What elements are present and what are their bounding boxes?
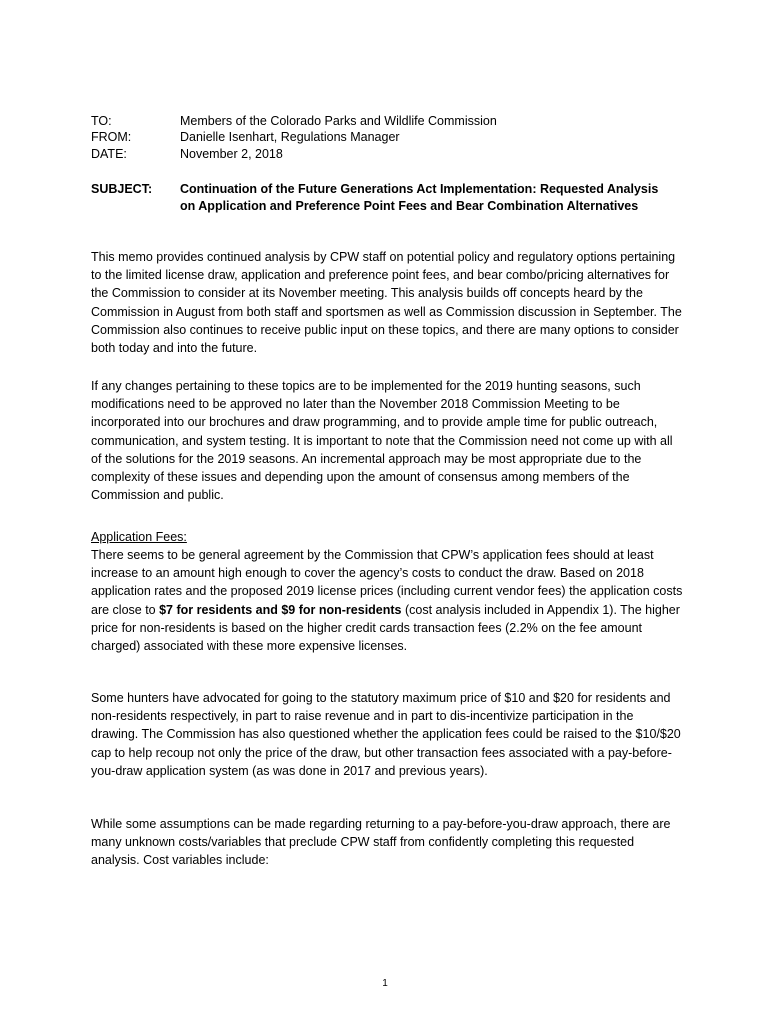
subject-label: SUBJECT:: [91, 182, 153, 196]
cost-variables-paragraph: While some assumptions can be made regarding returning to a pay-before-you-draw approach, there are many unknown costs/variables that preclude CPW staff from confidently completing this requested analysis. Cost variables include:: [91, 817, 671, 868]
date-value: November 2, 2018: [180, 147, 283, 161]
application-fees-text-after: (cost analysis included in Appendix 1). The higher price for non-residents is based on the higher credit cards transaction fees (2.2% on the fee amount charged) associated with these more expensive licenses.: [91, 602, 680, 654]
application-fees-price-highlight: $7 for residents and $9 for non-residents: [159, 602, 402, 617]
intro-paragraph: This memo provides continued analysis by CPW staff on potential policy and regulatory options pertaining to the limited license draw, application and preference point fees, and bear combo/pricing alternatives for the Commission to consider at its November meeting. This analysis builds off concepts heard by the Commission in August from both staff and sportsmen as well as Commission discussion in September. The Commission also continues to receive public input on these topics, and there are many options to consider both today and into the future.: [91, 250, 682, 356]
statutory-max-paragraph: Some hunters have advocated for going to the statutory maximum price of $10 and $20 for residents and non-residents respectively, in part to raise revenue and in part to dis-incentivize participation in the drawing. The Commission has also questioned whether the application fees could be raised to the $10/$20 cap to help recoup not only the price of the draw, but other transaction fees associated with a pay-before-you-draw application system (as was done in 2017 and previous years).: [91, 691, 681, 778]
from-label: FROM:: [91, 130, 132, 144]
subject-text: Continuation of the Future Generations Act Implementation: Requested Analysis on Application and Preference Point Fees and Bear Combination Alternatives: [180, 182, 659, 213]
timeline-paragraph: If any changes pertaining to these topics are to be implemented for the 2019 hunting seasons, such modifications need to be approved no later than the November 2018 Commission Meeting to be incorporated into our brochures and draw programming, and to provide ample time for public outreach, communication, and system testing. It is important to note that the Commission need not come up with all of the solutions for the 2019 seasons. An incremental approach may be most appropriate due to the complexity of these issues and depending upon the amount of consensus among members of the Commission and public.: [91, 379, 673, 503]
application-fees-paragraph: [91, 546, 683, 655]
to-value: Members of the Colorado Parks and Wildlife Commission: [180, 114, 497, 128]
page-number: 1: [382, 978, 388, 989]
from-value: Danielle Isenhart, Regulations Manager: [180, 130, 400, 144]
to-label: TO:: [91, 114, 112, 128]
application-fees-heading: Application Fees:: [91, 530, 187, 544]
date-label: DATE:: [91, 147, 127, 161]
application-fees-text-before: There seems to be general agreement by the Commission that CPW’s application fees should at least increase to an amount high enough to cover the agency’s costs to conduct the draw. Based on 2018 application rates and the proposed 2019 license prices (including current vendor fees) the application costs are close to: [91, 548, 683, 617]
